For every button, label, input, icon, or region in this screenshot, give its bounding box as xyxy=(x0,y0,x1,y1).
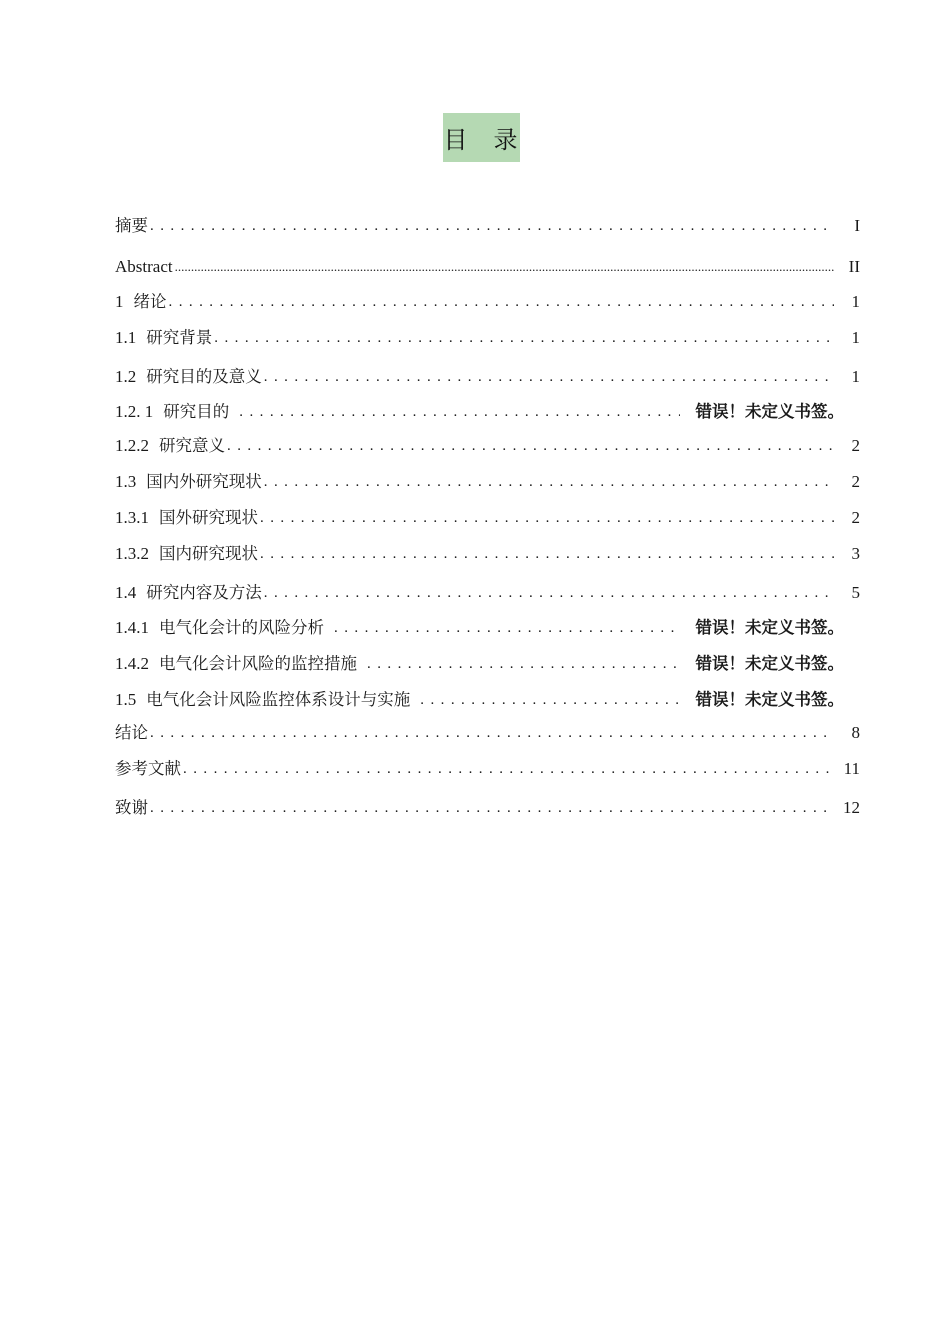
toc-entry[interactable] xyxy=(115,794,860,818)
toc-entry-label: 电气化会计风险监控体系设计与实施 xyxy=(146,690,411,709)
toc-entry-number: 1.2 xyxy=(115,367,137,386)
toc-entry-label: 国外研究现状 xyxy=(159,508,258,527)
toc-entry[interactable] xyxy=(115,755,860,779)
toc-dot-leader xyxy=(169,292,835,312)
toc-dot-leader xyxy=(150,798,834,818)
toc-page-number: 1 xyxy=(851,328,860,347)
toc-entry[interactable] xyxy=(115,579,860,603)
toc-bookmark-error: 错误！未定义书签。 xyxy=(695,690,844,709)
toc-dot-leader xyxy=(264,367,834,387)
toc-entry-number: 1.4.2 xyxy=(115,654,149,673)
toc-dot-leader xyxy=(175,257,834,277)
toc-page-number: 2 xyxy=(851,472,860,491)
toc-page-number: 12 xyxy=(843,798,860,817)
toc-entry-number: 1.4 xyxy=(115,583,137,602)
toc-title-right: 录 xyxy=(493,126,520,154)
toc-entry[interactable] xyxy=(115,719,860,743)
toc-entry[interactable] xyxy=(115,614,860,638)
toc-bookmark-error: 错误！未定义书签。 xyxy=(695,618,844,637)
toc-page-number: I xyxy=(854,216,860,235)
toc-entry-number: 1.4.1 xyxy=(115,618,149,637)
toc-entry-label: 结论 xyxy=(115,723,148,742)
toc-dot-leader xyxy=(214,328,834,348)
toc-title-left: 目 xyxy=(443,126,470,154)
toc-entry-number: 1.3.2 xyxy=(115,544,149,563)
toc-page-number: 5 xyxy=(851,583,860,602)
toc-entry[interactable] xyxy=(115,253,860,277)
toc-bookmark-error: 错误！未定义书签。 xyxy=(695,402,844,421)
toc-entry[interactable] xyxy=(115,212,860,236)
toc-dot-leader xyxy=(367,654,680,674)
toc-entry-label: 电气化会计的风险分析 xyxy=(159,618,324,637)
toc-entry[interactable] xyxy=(115,288,860,312)
toc-entry[interactable] xyxy=(115,686,860,710)
toc-dot-leader xyxy=(334,618,680,638)
toc-entry-number: 1 xyxy=(115,292,124,311)
toc-dot-leader xyxy=(264,472,834,492)
toc-page-number: 2 xyxy=(851,508,860,527)
toc-entry-label: 国内外研究现状 xyxy=(146,472,262,491)
toc-page-number: 11 xyxy=(843,759,860,778)
toc-dot-leader xyxy=(264,583,834,603)
toc-dot-leader xyxy=(150,723,834,743)
toc-dot-leader xyxy=(227,436,834,456)
toc-title xyxy=(443,113,520,162)
toc-entry-label: 研究目的及意义 xyxy=(146,367,262,386)
toc-dot-leader xyxy=(420,690,679,710)
toc-entry[interactable] xyxy=(115,650,860,674)
toc-entry-number: 1.3 xyxy=(115,472,137,491)
toc-entry-label: 研究目的 xyxy=(163,402,230,421)
toc-entry[interactable] xyxy=(115,468,860,492)
toc-dot-leader xyxy=(239,402,679,422)
toc-entry-label: 电气化会计风险的监控措施 xyxy=(159,654,357,673)
toc-bookmark-error: 错误！未定义书签。 xyxy=(695,654,844,673)
toc-entry-label: 绪论 xyxy=(133,292,167,311)
toc-entry-label: 摘要 xyxy=(115,216,148,235)
toc-dot-leader xyxy=(150,216,834,236)
toc-entry[interactable] xyxy=(115,540,860,564)
toc-entry-label: 致谢 xyxy=(115,798,148,817)
toc-entry[interactable] xyxy=(115,363,860,387)
toc-page-number: 1 xyxy=(851,292,860,311)
toc-entry[interactable] xyxy=(115,504,860,528)
toc-entry-number: 1.2.2 xyxy=(115,436,149,455)
toc-entry-number: 1.3.1 xyxy=(115,508,149,527)
toc-page-number: II xyxy=(848,257,860,276)
toc-entry[interactable] xyxy=(115,432,860,456)
toc-entry-label: 国内研究现状 xyxy=(159,544,258,563)
toc-entry-label: 研究意义 xyxy=(159,436,225,455)
toc-entry-label: 研究背景 xyxy=(146,328,213,347)
toc-entry-label: Abstract xyxy=(115,257,173,276)
toc-entry-number: 1.2. 1 xyxy=(115,402,154,421)
toc-page-number: 8 xyxy=(851,723,860,742)
toc-entry[interactable] xyxy=(115,398,860,422)
toc-dot-leader xyxy=(183,759,834,779)
toc-dot-leader xyxy=(260,508,834,528)
toc-dot-leader xyxy=(260,544,834,564)
toc-entry-number: 1.1 xyxy=(115,328,137,347)
toc-page-number: 1 xyxy=(851,367,860,386)
toc-page-number: 2 xyxy=(851,436,860,455)
toc-page-number: 3 xyxy=(851,544,860,563)
toc-entry[interactable] xyxy=(115,324,860,348)
toc-entry-label: 研究内容及方法 xyxy=(146,583,262,602)
toc-entry-label: 参考文献 xyxy=(115,759,181,778)
toc-entry-number: 1.5 xyxy=(115,690,137,709)
